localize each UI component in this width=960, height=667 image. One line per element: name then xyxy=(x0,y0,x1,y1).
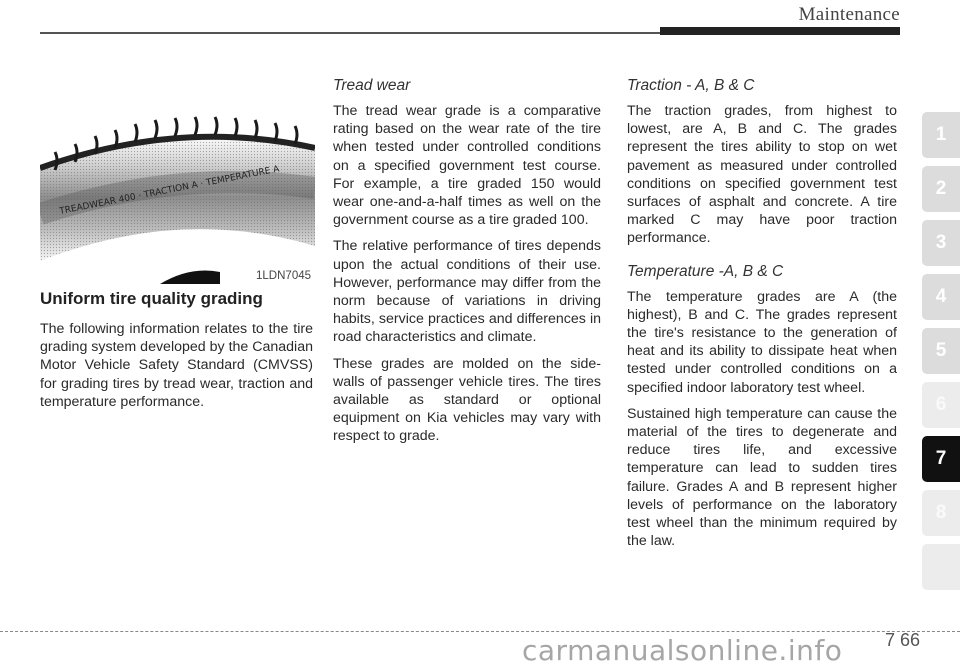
tire-photo xyxy=(40,96,315,284)
section-heading-tread-wear: Tread wear xyxy=(333,77,411,94)
paragraph: The tread wear grade is a comparative rating based on the wear rate of the tire when tested under controlled conditions on a specified government test course. For example, a tire graded 150 would wear one-and-a-half times as well on the government course as a tire graded 100. xyxy=(333,103,601,229)
page-number: 7 66 xyxy=(885,630,921,650)
chapter-tab-5[interactable]: 5 xyxy=(922,328,960,374)
chapter-tabs xyxy=(922,112,960,598)
column-middle xyxy=(333,76,601,454)
paragraph: The following information relates to the tire grading system developed by the Canadian Motor Vehicle Safety Standard (CMVSS) for grading tires by tread wear, traction and temperature performance. xyxy=(40,321,313,410)
section-heading-tire-grading: Uniform tire quality grading xyxy=(40,289,263,308)
chapter-tab-4[interactable]: 4 xyxy=(922,274,960,320)
chapter-tab-1[interactable]: 1 xyxy=(922,112,960,158)
tire-sidewall-figure xyxy=(40,96,315,284)
chapter-tab-7[interactable]: 7 xyxy=(922,436,960,482)
section-heading-temperature: Temperature -A, B & C xyxy=(627,262,784,280)
paragraph: These grades are molded on the side-walls of passenger vehicle tires. The tires available as standard or optional equipment on Kia vehicles may vary with respect to grade. xyxy=(333,355,601,445)
paragraph: The relative performance of tires depends upon the actual conditions of their use. However, performance may differ from the norm because of variations in driving habits, service practices and differences in road characteristics and climate. xyxy=(333,238,601,346)
chapter-tab-2[interactable]: 2 xyxy=(922,166,960,212)
page-header-title: Maintenance xyxy=(798,4,900,25)
footer-rule xyxy=(0,631,960,632)
tire-sidewall-text: TREADWEAR 400 · TRACTION A · TEMPERATURE A xyxy=(58,164,281,217)
paragraph: The temperature grades are A (the highest), B and C. The grades represent the tire's resistance to the generation of heat and its ability to dissipate heat when tested under controlled conditions on a specified indoor laboratory test wheel. xyxy=(627,288,897,396)
watermark: carmanualsonline.info xyxy=(522,634,843,667)
chapter-tab-3[interactable]: 3 xyxy=(922,220,960,266)
column-left xyxy=(40,288,313,419)
header-rule-accent xyxy=(660,27,900,35)
paragraph: The traction grades, from highest to lowest, are A, B and C. The grades represent the tires ability to stop on wet pavement as measured under controlled conditions on specified government test surfaces of asphalt and concrete. A tire marked C may have poor traction performance. xyxy=(627,103,897,247)
paragraph: Sustained high temperature can cause the material of the tires to degenerate and reduce tires life, and excessive temperature can lead to sudden tires failure. Grades A and B represent higher levels of performance on the laboratory test wheel than the minimum required by the law. xyxy=(627,405,897,550)
section-heading-traction: Traction - A, B & C xyxy=(627,77,755,94)
chapter-tab-8[interactable]: 8 xyxy=(922,490,960,536)
chapter-tab-6[interactable]: 6 xyxy=(922,382,960,428)
figure-label: 1LDN7045 xyxy=(256,270,311,282)
chapter-tab-9[interactable] xyxy=(922,544,960,590)
column-right xyxy=(627,76,897,558)
